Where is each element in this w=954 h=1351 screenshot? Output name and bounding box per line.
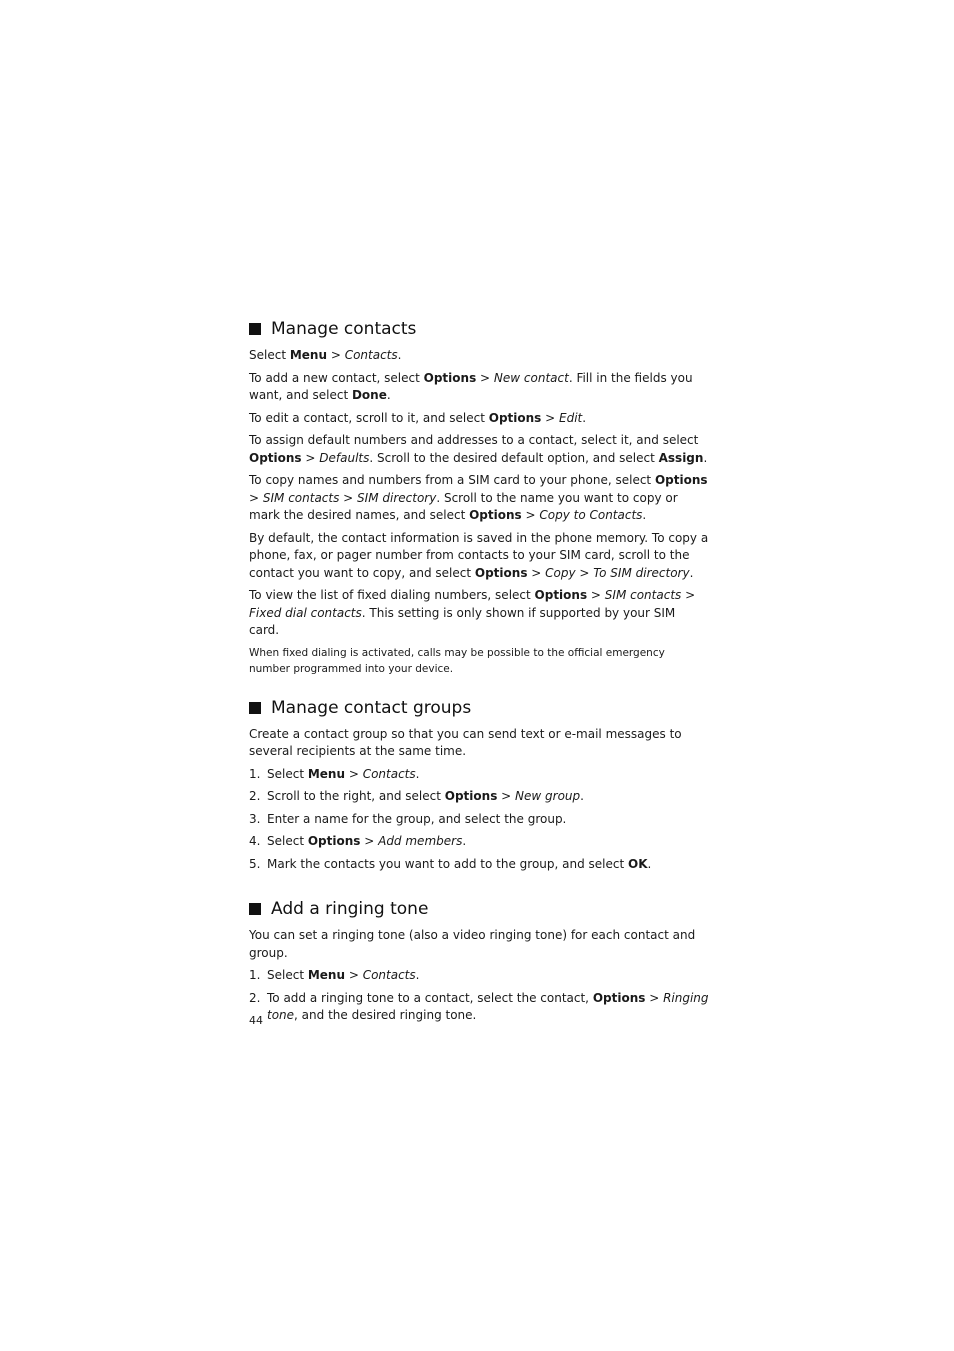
text-run: > <box>476 370 494 385</box>
ui-term: Options <box>474 565 528 580</box>
text-run: Scroll to the right, and select <box>267 789 445 803</box>
paragraph <box>249 927 709 962</box>
list-item <box>249 833 709 851</box>
text-run: > <box>249 490 263 505</box>
menu-path: SIM contacts <box>604 588 682 602</box>
paragraph <box>249 347 709 365</box>
text-run: To add a new contact, select <box>249 370 424 385</box>
text-run: Mark the contacts you want to add to the group, and select <box>267 856 629 871</box>
ui-term: Options <box>249 450 302 465</box>
text-run: . <box>386 388 391 402</box>
text-run: . This setting is only shown if supported by your SIM card. <box>249 605 676 637</box>
square-bullet-icon <box>249 323 261 335</box>
paragraph <box>249 587 709 640</box>
text-run: > <box>339 490 358 505</box>
step-number: 2. <box>249 990 261 1005</box>
step-number: 5. <box>249 856 261 871</box>
step-text <box>267 967 419 985</box>
step-text <box>267 990 709 1025</box>
text-run: > <box>345 968 363 982</box>
menu-path: Copy <box>545 565 576 580</box>
ui-term: Options <box>654 473 708 487</box>
page-content <box>249 318 709 1030</box>
section-title: Manage contact groups <box>271 697 472 718</box>
text-run: To view the list of fixed dialing numbers, select <box>249 588 535 602</box>
list-item <box>249 856 709 874</box>
text-run: . <box>647 856 652 871</box>
ui-term: Options <box>423 370 477 385</box>
page-number: 44 <box>249 1014 263 1027</box>
ui-term: Done <box>351 388 387 402</box>
ui-term: Menu <box>307 968 346 982</box>
text-run: > <box>345 766 363 781</box>
text-run: . <box>689 565 694 580</box>
menu-path: Add members <box>378 834 463 848</box>
text-run: . <box>415 766 420 781</box>
text-run: Create a contact group so that you can send text or e-mail messages to several recipients at the same time. <box>249 726 682 758</box>
text-run: > <box>541 410 560 425</box>
step-text <box>267 833 466 851</box>
text-run: > <box>521 508 540 522</box>
text-run: To edit a contact, scroll to it, and select <box>249 410 489 425</box>
menu-path: New contact <box>493 370 569 385</box>
steps-list <box>249 766 709 874</box>
list-item <box>249 967 709 985</box>
menu-path: Contacts <box>344 348 398 362</box>
menu-path: Contacts <box>362 968 416 982</box>
text-run: . Scroll to the name you want to copy or mark the desired names, and select <box>249 490 678 522</box>
text-run: > <box>301 450 320 465</box>
list-item <box>249 811 709 829</box>
text-run: > <box>527 565 546 580</box>
ui-term: Options <box>444 789 498 803</box>
menu-path: Edit <box>559 410 583 425</box>
ui-term: Options <box>307 834 361 848</box>
menu-path: To SIM directory <box>593 565 690 580</box>
section-heading <box>249 697 709 719</box>
section-title: Add a ringing tone <box>271 899 429 919</box>
text-run: , and the desired ringing tone. <box>294 1008 477 1022</box>
paragraph <box>249 410 709 428</box>
text-run: Select <box>267 766 308 781</box>
step-number: 2. <box>249 789 261 803</box>
menu-path: Fixed dial contacts <box>249 605 362 620</box>
text-run: > <box>645 990 664 1005</box>
paragraph <box>249 370 709 405</box>
step-text <box>267 788 584 806</box>
step-number: 4. <box>249 834 261 848</box>
menu-path: Copy to Contacts <box>539 508 643 522</box>
text-run: By default, the contact information is saved in the phone memory. To copy a phone, fax, or pager number from contacts to your SIM card, scroll to the contact you want to copy, and select <box>249 530 709 580</box>
square-bullet-icon <box>249 702 261 714</box>
ui-term: Options <box>592 990 646 1005</box>
step-number: 1. <box>249 968 261 982</box>
ui-term: Menu <box>307 766 346 781</box>
steps-list <box>249 967 709 1025</box>
menu-path: Defaults <box>319 450 370 465</box>
text-run: . <box>582 410 587 425</box>
paragraph <box>249 432 709 467</box>
paragraph <box>249 726 709 761</box>
text-run: Select <box>249 348 290 362</box>
text-run: . Scroll to the desired default option, and select <box>369 450 659 465</box>
note: When fixed dialing is activated, calls may be possible to the official emergency number programmed into your device. <box>249 646 665 675</box>
step-text <box>267 811 566 829</box>
text-run: Enter a name for the group, and select the group. <box>267 811 567 826</box>
text-run: To add a ringing tone to a contact, select the contact, <box>267 990 593 1005</box>
ui-term: Menu <box>289 348 328 362</box>
ui-term: Options <box>534 588 588 602</box>
text-run: Select <box>267 834 308 848</box>
ui-term: Options <box>488 410 542 425</box>
step-text <box>267 856 651 874</box>
step-number: 3. <box>249 811 261 826</box>
text-run: > <box>497 789 516 803</box>
text-run: > <box>360 834 379 848</box>
section-heading <box>249 898 709 920</box>
section-heading <box>249 318 709 340</box>
text-run: > <box>575 565 594 580</box>
step-number: 1. <box>249 766 261 781</box>
text-run: To assign default numbers and addresses to a contact, select it, and select <box>249 433 699 447</box>
text-run: . <box>642 508 647 522</box>
text-run: . <box>580 789 584 803</box>
text-run: . <box>703 450 708 465</box>
section-title: Manage contacts <box>271 319 417 339</box>
menu-path: New group <box>515 789 581 803</box>
ui-term: OK <box>628 856 648 871</box>
text-run: > <box>587 588 605 602</box>
paragraph <box>249 530 709 583</box>
section-gap <box>249 677 709 697</box>
section-gap <box>249 878 709 898</box>
menu-path: SIM directory <box>357 490 437 505</box>
ui-term: Assign <box>658 450 704 465</box>
text-run: . <box>397 348 402 362</box>
menu-path: SIM contacts <box>262 490 340 505</box>
text-run: Select <box>267 968 308 982</box>
text-run: > <box>681 588 696 602</box>
ui-term: Options <box>469 508 522 522</box>
text-run: > <box>327 348 345 362</box>
text-run: . <box>415 968 420 982</box>
list-item <box>249 990 709 1025</box>
list-item <box>249 766 709 784</box>
text-run: . Fill in the fields you want, and select <box>249 370 693 402</box>
list-item <box>249 788 709 806</box>
paragraph <box>249 472 709 525</box>
text-run: You can set a ringing tone (also a video ringing tone) for each contact and group. <box>249 928 696 960</box>
text-run: . <box>462 834 467 848</box>
text-run: To copy names and numbers from a SIM card to your phone, select <box>249 473 655 487</box>
menu-path: Contacts <box>362 766 416 781</box>
menu-path: Ringing tone <box>267 990 709 1022</box>
step-text <box>267 766 419 784</box>
square-bullet-icon <box>249 903 261 915</box>
